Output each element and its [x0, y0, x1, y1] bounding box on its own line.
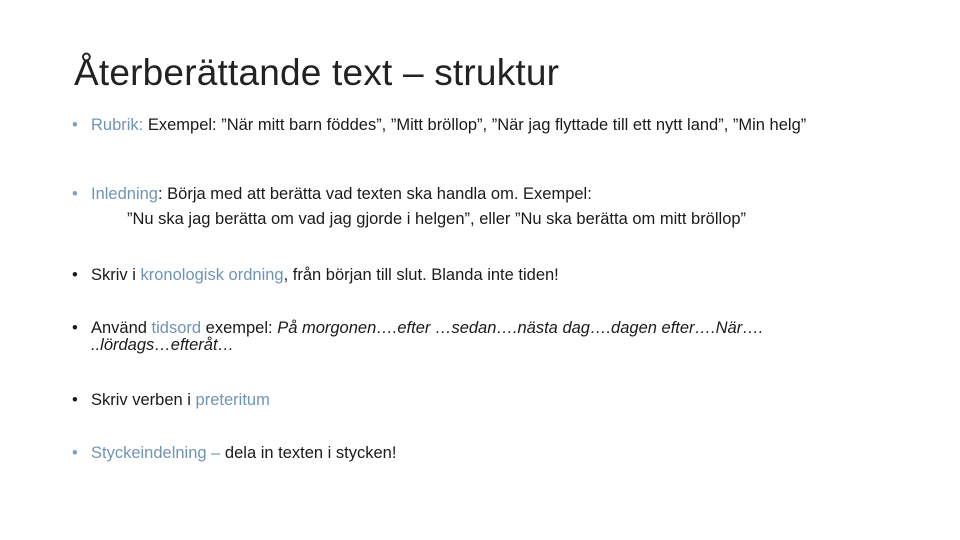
- bullet-prefix: Skriv i: [91, 266, 141, 284]
- bullet-highlight: Styckeindelning –: [91, 444, 221, 462]
- bullet-text: [91, 320, 892, 354]
- bullet-suffix: exempel:: [201, 319, 278, 337]
- bullet-styckeindelning: [72, 445, 892, 462]
- bullet-body: Exempel: ”När mitt barn föddes”, ”Mitt bröllop”, ”När jag flyttade till ett nytt land”, ”Min helg”: [143, 116, 807, 134]
- bullet-body: : Börja med att berätta vad texten ska handla om. Exempel:: [157, 185, 592, 203]
- bullet-continuation: ”Nu ska jag berätta om vad jag gjorde i helgen”, eller ”Nu ska berätta om mitt bröllop”: [127, 210, 747, 228]
- bullet-dot-icon: •: [72, 319, 78, 337]
- bullet-dot-icon: •: [72, 444, 78, 462]
- bullet-highlight: kronologisk ordning: [140, 266, 284, 284]
- bullet-text: [91, 445, 892, 462]
- bullet-text: [91, 117, 892, 134]
- bullet-rubrik: [72, 117, 892, 134]
- bullet-dot-icon: •: [72, 185, 78, 203]
- bullet-highlight: tidsord: [151, 319, 202, 337]
- bullet-suffix: , från början till slut. Blanda inte tiden!: [283, 266, 559, 284]
- bullet-preteritum: [72, 392, 892, 409]
- bullet-italic: På morgonen….efter …sedan….nästa dag….dagen efter….När….: [277, 319, 764, 337]
- bullet-text: [91, 392, 892, 409]
- bullet-dot-icon: •: [72, 116, 78, 134]
- bullet-tidsord: [72, 320, 892, 354]
- bullet-prefix: Använd: [91, 319, 152, 337]
- bullet-highlight: preteritum: [195, 391, 270, 409]
- slide-title: Återberättande text – struktur: [74, 52, 560, 93]
- bullet-dot-icon: •: [72, 266, 78, 284]
- bullet-prefix: Skriv verben i: [91, 391, 196, 409]
- bullet-inledning: [72, 186, 892, 228]
- bullet-highlight: Inledning: [91, 185, 158, 203]
- bullet-dot-icon: •: [72, 391, 78, 409]
- bullet-italic-line2: ..lördags…efteråt…: [91, 336, 235, 354]
- bullet-highlight: Rubrik:: [91, 116, 144, 134]
- bullet-text: [91, 186, 892, 228]
- bullet-text: [91, 267, 892, 284]
- bullet-suffix: dela in texten i stycken!: [220, 444, 397, 462]
- bullet-kronologisk: [72, 267, 892, 284]
